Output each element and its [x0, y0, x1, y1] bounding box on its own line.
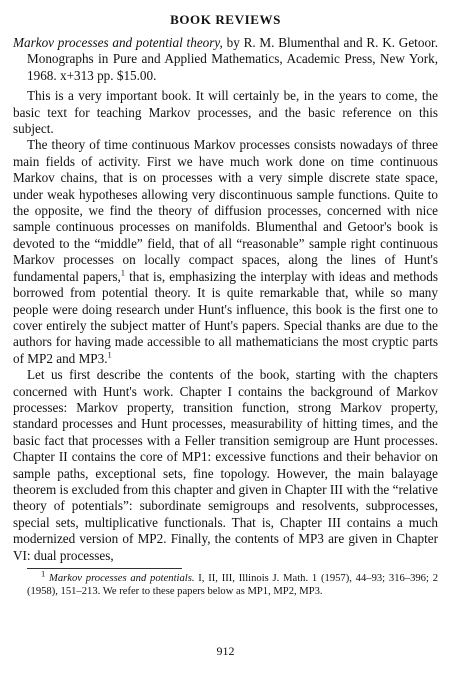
footnote-separator [27, 568, 182, 569]
paragraph-2 [13, 137, 438, 367]
footnote [13, 568, 438, 598]
review-body [13, 35, 438, 564]
page-number: 912 [216, 644, 235, 658]
footnote-marker: 1 [120, 267, 126, 278]
book-reference-details: by R. M. Blumenthal and R. K. Getoor. Monographs in Pure and Applied Mathematics, Academic Press, New York, 1968. x+313 pp. $15.00. [27, 35, 438, 83]
paragraph-3: Let us first describe the contents of the book, starting with the chapters concerned with Hunt's work. Chapter I contains the background of Markov processes: Markov property, transition function, strong Markov property, standard processes and Hunt processes, measurability of hitting times, and the basic fact that processes with a Feller transition semigroup are Hunt processes. Chapter II contains the core of MP1: excessive functions and their behavior on sample paths, exceptional sets, fine topology. However, the main balayage theorem is excluded from this chapter and given in Chapter III with the “relative theory of potentials”: subordinate semigroups and resolvents, subprocesses, special sets, multiplicative functionals. That is, Chapter III contains a much modernized version of MP2. Finally, the contents of MP3 are given in Chapter VI: dual processes, [13, 367, 438, 563]
footnote-marker-2: 1 [107, 349, 112, 360]
paragraph-2-part-2: that is, emphasizing the interplay with ideas and methods borrowed from potential theory. It is quite remarkable that, while so many people were doing research under Hunt's influence, this book is the first one to cover entirely the subject matter of Hunt's papers. Special thanks are due to the authors for having made accessible to all mathematicians the most cryptic parts of MP2 and MP3. [13, 268, 438, 366]
book-reference [13, 35, 438, 84]
footnote-title: Markov processes and potentials. [49, 573, 195, 584]
footnote-number: 1 [41, 568, 46, 579]
footnote-text: I, II, III, Illinois J. Math. 1 (1957), 44–93; 316–396; 2 (1958), 151–213. We refer to these papers below as MP1, MP2, MP3. [27, 573, 438, 597]
paragraph-2-part-1: The theory of time continuous Markov processes consists nowadays of three main fields of activity. First we have much work done on time continuous Markov chains, that is on processes with a very simple discrete state space, under weak hypotheses allowing very discontinuous sample functions. Quite to the opposite, we find the theory of diffusion processes, concerned with nice sample continuous processes on manifolds. Blumenthal and Getoor's book is devoted to the “middle” field, that of all “reasonable” sample right continuous Markov processes on locally compact spaces, along the lines of Hunt's fundamental papers, [13, 137, 438, 284]
running-header: BOOK REVIEWS [170, 12, 281, 27]
paragraph-1: This is a very important book. It will certainly be, in the years to come, the basic text for teaching Markov processes, and the basic reference on this subject. [13, 88, 438, 137]
book-title: Markov processes and potential theory, [13, 35, 223, 50]
